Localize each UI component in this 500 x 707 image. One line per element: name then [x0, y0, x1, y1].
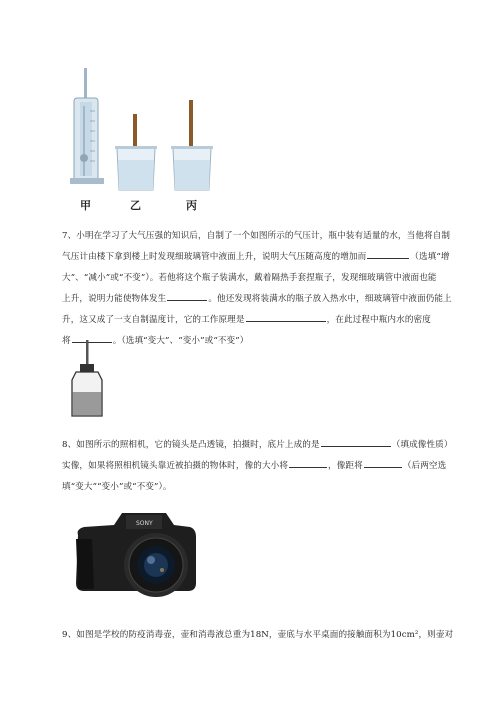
q8-line-3: 填“变大”“变小”或“不变”）。 [62, 482, 172, 492]
camera-figure [70, 505, 200, 601]
answer-blank[interactable] [289, 457, 327, 468]
thermometer-figure [70, 66, 110, 194]
q7-line-6: 将 。（选填“变大”、“变小”或“不变”） [62, 331, 472, 352]
barometer-bottle-figure [68, 340, 108, 420]
q8-line-1: 8、如图所示的照相机，它的镜头是凸透镜，拍摄时，底片上成的是 （填成像性质） [62, 435, 472, 456]
q7-line-2: 气压计由楼下拿到楼上时发现细玻璃管中液面上升，说明大气压随高度的增加而 （选填“增 [62, 247, 472, 268]
question-9 [62, 625, 472, 646]
question-8 [62, 435, 472, 498]
answer-blank[interactable] [246, 311, 326, 322]
camera-brand-label: SONY [136, 520, 153, 527]
q9-line-1: 9、如图是学校的防疫消毒壶，壶和消毒液总重为18N，壶底与水平桌面的接触面积为10cm²，则壶对 [62, 630, 454, 640]
q8-line-2: 实像，如果将照相机镜头靠近被拍摄的物体时，像的大小将 ，像距将 （后两空选 [62, 456, 472, 477]
q7-line-5: 升，这又成了一支自制温度计，它的工作原理是 ，在此过程中瓶内水的密度 [62, 310, 472, 331]
beaker-bing-figure [170, 98, 214, 194]
figure-label-jia: 甲 [80, 199, 91, 212]
answer-blank[interactable] [364, 457, 402, 468]
question-7 [62, 226, 472, 352]
q7-line-1: 7、小明在学习了大气压强的知识后，自制了一个如图所示的气压计，瓶中装有适量的水，当他将自制 [62, 231, 451, 241]
figure-label-bing: 丙 [186, 199, 197, 212]
q7-line-4: 上升，说明力能使物体发生 。他还发现将装满水的瓶子放入热水中，细玻璃管中液面仍能上 [62, 289, 472, 310]
answer-blank[interactable] [367, 248, 409, 259]
q7-line-3: 大”、“减小”或“不变”）。若他将这个瓶子装满水，戴着隔热手套捏瓶子，发现细玻璃管中液面也能 [62, 273, 437, 283]
answer-blank[interactable] [167, 290, 207, 301]
figure-label-yi: 乙 [130, 199, 141, 212]
answer-blank[interactable] [321, 436, 391, 447]
beaker-yi-figure [114, 110, 158, 194]
